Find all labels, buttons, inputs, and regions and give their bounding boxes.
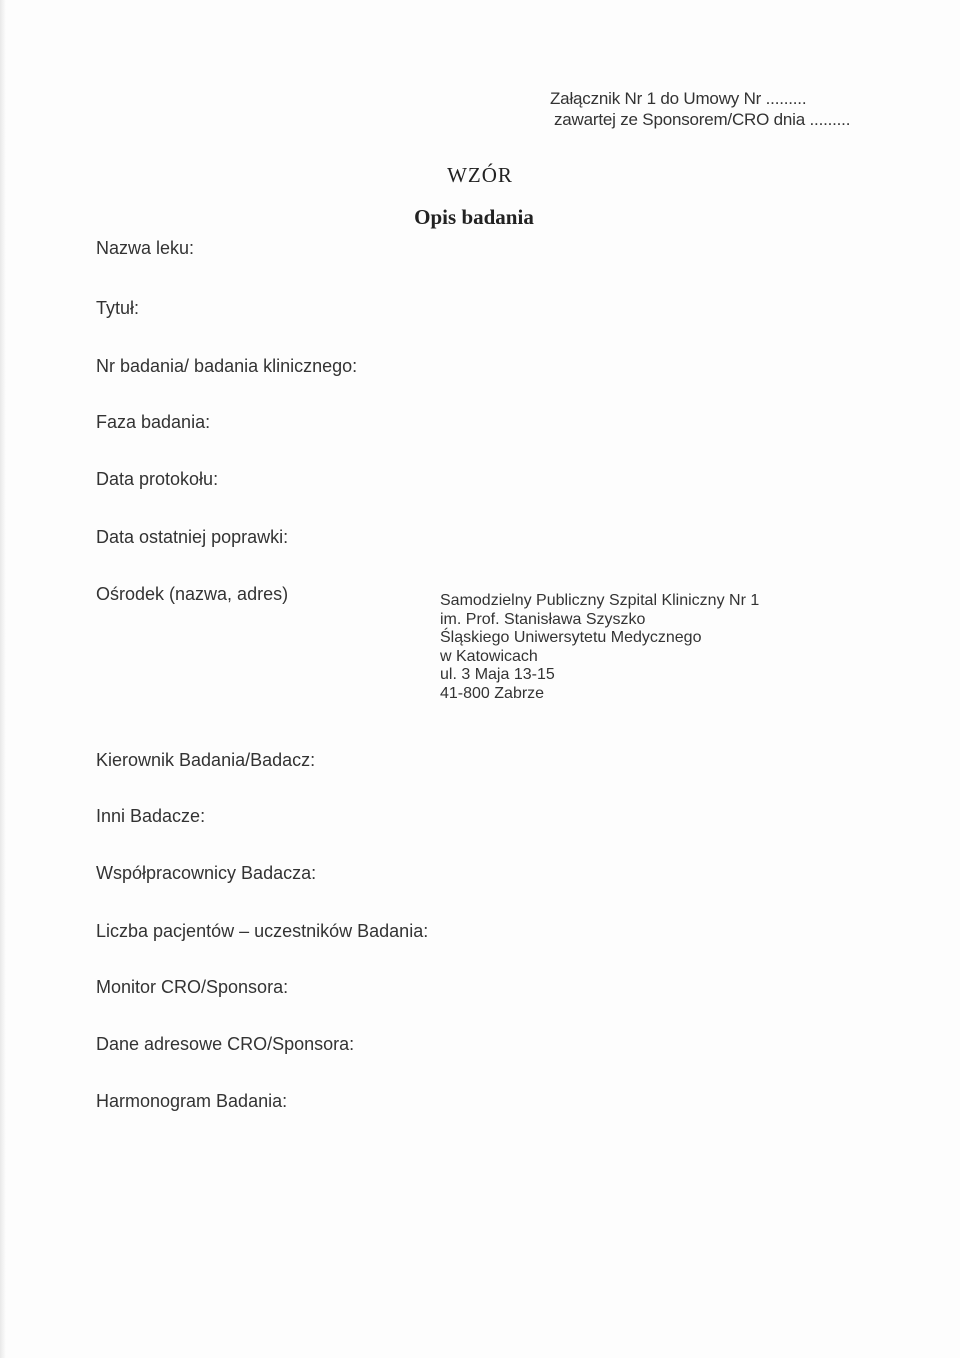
site-address-line: im. Prof. Stanisława Szyszko [440,610,646,628]
field-patient-count: Liczba pacjentów – uczestników Badania: [96,921,429,941]
document-title: WZÓR [447,163,513,187]
annex-line-2: zawartej ze Sponsorem/CRO dnia ......... [554,110,851,129]
field-last-amendment-date: Data ostatniej poprawki: [96,527,289,547]
field-study-number: Nr badania/ badania klinicznego: [96,356,358,376]
field-principal-investigator: Kierownik Badania/Badacz: [96,750,316,770]
field-other-investigators: Inni Badacze: [96,806,206,826]
field-study-phase: Faza badania: [96,412,211,432]
annex-line-1: Załącznik Nr 1 do Umowy Nr ......... [550,89,807,108]
site-address-line: w Katowicach [440,647,538,665]
field-cro-monitor: Monitor CRO/Sponsora: [96,977,289,997]
site-address-line: Samodzielny Publiczny Szpital Kliniczny Nr 1 [440,592,760,609]
field-drug-name: Nazwa leku: [96,238,195,258]
annex-reference [550,88,850,130]
site-address-line: Śląskiego Uniwersytetu Medycznego [440,629,702,646]
page-edge-shadow [0,0,6,1358]
field-investigator-collaborators: Współpracownicy Badacza: [96,863,317,883]
site-address-line: 41-800 Zabrze [440,684,545,702]
field-study-schedule: Harmonogram Badania: [96,1091,288,1111]
field-protocol-date: Data protokołu: [96,469,219,489]
field-title: Tytuł: [96,298,140,318]
document-subtitle: Opis badania [414,205,534,229]
site-address-line: ul. 3 Maja 13-15 [440,666,555,683]
field-site: Ośrodek (nazwa, adres) [96,584,289,604]
site-address [440,592,759,703]
field-cro-address: Dane adresowe CRO/Sponsora: [96,1034,355,1054]
